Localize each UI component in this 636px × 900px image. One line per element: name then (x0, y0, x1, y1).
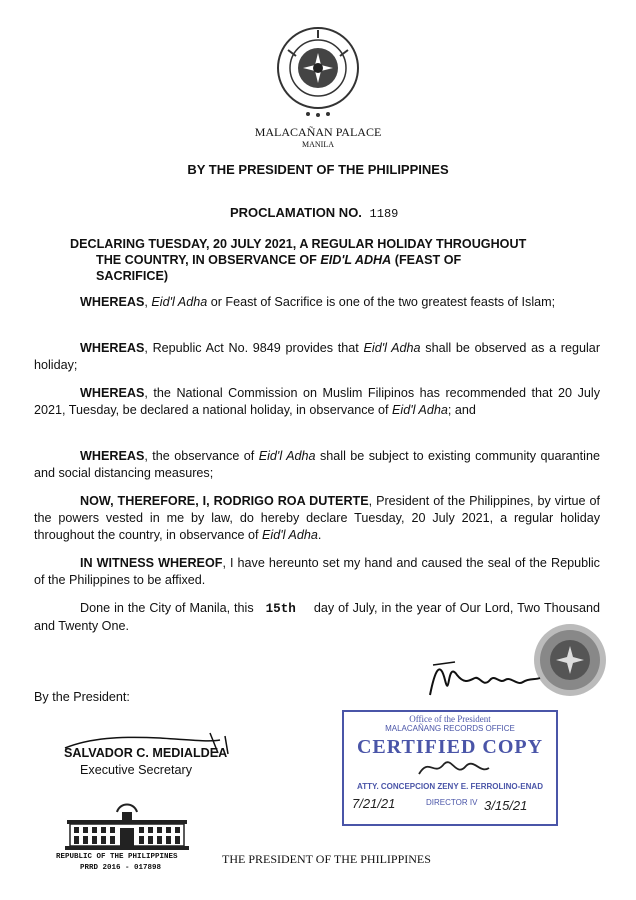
title-line-2c: (FEAST OF (391, 253, 462, 267)
footer-republic: REPUBLIC OF THE PHILIPPINES (56, 853, 178, 861)
stamp-line-5: DIRECTOR IV (426, 798, 478, 807)
stamp-handwriting (414, 752, 494, 782)
title-line-2b: EID'L ADHA (320, 253, 392, 267)
p2-b: shall be observed as a regular holiday; (34, 341, 601, 372)
proclamation-label: PROCLAMATION NO. (230, 205, 362, 220)
p7-b: day of July, in the year of Our Lord, Two Thousand and Twenty One. (34, 601, 601, 633)
p3-b: ; and (447, 403, 476, 417)
p4-b: shall be subject to existing community quarantine and social distancing measures; (34, 449, 600, 480)
stamp-handwritten-date-right: 3/15/21 (484, 798, 528, 813)
title-line-1: DECLARING TUESDAY, 20 JULY 2021, A REGULAR HOLIDAY THROUGHOUT (70, 237, 527, 251)
p2-italic: Eid'l Adha (363, 341, 421, 355)
presidential-seal-top (268, 20, 368, 120)
p3-lead: WHEREAS (80, 386, 145, 400)
palace-name: MALACAÑAN PALACE (254, 125, 382, 139)
president-signature (425, 650, 545, 705)
p4-italic: Eid'l Adha (258, 449, 316, 463)
p4-lead: WHEREAS (80, 449, 145, 463)
secretary-title: Executive Secretary (80, 763, 192, 777)
now-therefore-paragraph (34, 493, 600, 544)
title-line-2a: THE COUNTRY, IN OBSERVANCE OF (96, 253, 321, 267)
palace-building-logo (62, 800, 192, 852)
by-the-president-heading: BY THE PRESIDENT OF THE PHILIPPINES (187, 162, 449, 177)
stamp-line-2: MALACAÑANG RECORDS OFFICE (385, 724, 515, 733)
p3-italic: Eid'l Adha (392, 403, 448, 417)
whereas-paragraph-2 (34, 340, 600, 374)
done-paragraph (34, 600, 600, 635)
stamp-line-4: ATTY. CONCEPCION ZENY E. FERROLINO-ENAD (357, 782, 543, 791)
secretary-name: SALVADOR C. MEDIALDEA (64, 746, 228, 760)
title-line-2 (70, 252, 580, 268)
p4-a: , the observance of (144, 449, 259, 463)
p1-lead: WHEREAS (80, 295, 145, 309)
p5-lead: NOW, THEREFORE, I, RODRIGO ROA DUTERTE (80, 494, 369, 508)
p7-a: Done in the City of Manila, this (80, 601, 258, 615)
proclamation-number-value: 1189 (369, 207, 399, 221)
p1-b: or Feast of Sacrifice is one of the two greatest feasts of Islam; (207, 295, 556, 309)
p1-italic: Eid'l Adha (151, 295, 208, 309)
day-value: 15th (265, 602, 296, 616)
footer-code: PRRD 2016 - 017898 (80, 864, 162, 872)
p5-a: , President of the Philippines, by virtue of the powers vested in me by law, do hereby declare Tuesday, 20 July 2021, a regular holiday throughout the country, in observance of (34, 494, 600, 542)
p2-a: , Republic Act No. 9849 provides that (144, 341, 364, 355)
certified-copy-stamp (342, 710, 558, 826)
whereas-paragraph-4 (34, 448, 600, 482)
p2-lead: WHEREAS (80, 341, 145, 355)
stamp-line-1: Office of the President (409, 714, 491, 724)
p3-a: , the National Commission on Muslim Filipinos has recommended that 20 July 2021, Tuesday, be declared a national holiday, in observance of (34, 386, 600, 417)
whereas-paragraph-3 (34, 385, 600, 419)
proclamation-number (230, 205, 398, 221)
in-witness-paragraph (34, 555, 600, 589)
p6-lead: IN WITNESS WHEREOF (80, 556, 223, 570)
whereas-paragraph-1 (34, 294, 600, 311)
city-name: MANILA (302, 140, 334, 149)
p1-a: , (144, 295, 152, 309)
footer-title: THE PRESIDENT OF THE PHILIPPINES (222, 852, 431, 866)
stamp-line-3: CERTIFIED COPY (356, 736, 544, 758)
p5-italic: Eid'l Adha (262, 528, 318, 542)
title-line-3: SACRIFICE) (96, 269, 169, 283)
p6-a: , I have hereunto set my hand and caused the seal of the Republic of the Philippines to be affixed. (34, 556, 600, 587)
p5-b: . (317, 528, 322, 542)
stamp-handwritten-date-left: 7/21/21 (352, 796, 396, 811)
by-the-president-label: By the President: (34, 690, 130, 704)
proclamation-title (70, 236, 580, 284)
